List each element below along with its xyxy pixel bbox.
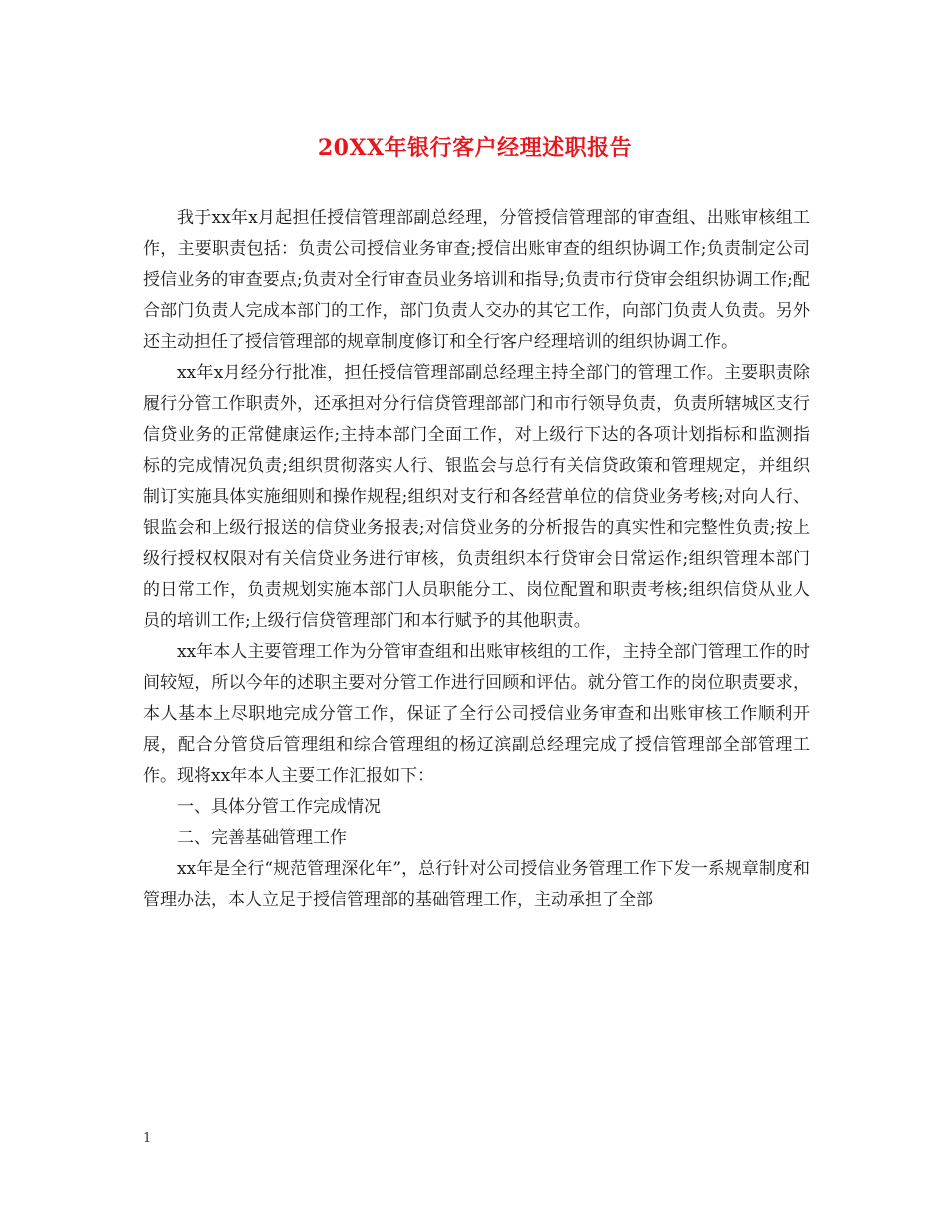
document-title: 20XX年银行客户经理述职报告 <box>317 135 633 161</box>
paragraph-management: xx年是全行“规范管理深化年”，总行针对公司授信业务管理工作下发一系规章制度和管理办法，本人立足于授信管理部的基础管理工作，主动承担了全部 <box>143 859 810 910</box>
page-number: 1 <box>143 1131 152 1146</box>
document-body <box>143 203 810 916</box>
section-heading-1: 一、具体分管工作完成情况 <box>177 797 381 817</box>
paragraph-summary: xx年本人主要管理工作为分管审查组和出账审核组的工作，主持全部门管理工作的时间较短，所以今年的述职主要对分管工作进行回顾和评估。就分管工作的岗位职责要求，本人基本上尽职地完成分管工作，保证了全行公司授信业务审查和出账审核工作顺利开展，配合分管贷后管理组和综合管理组的杨辽滨副总经理完成了授信管理部全部管理工作。现将xx年本人主要工作汇报如下： <box>143 642 810 786</box>
paragraph-responsibilities: 我于xx年x月起担任授信管理部副总经理，分管授信管理部的审查组、出账审核组工作，主要职责包括：负责公司授信业务审查;授信出账审查的组织协调工作;负责制定公司授信业务的审查要点;负责对全行审查员业务培训和指导;负责市行贷审会组织协调工作;配合部门负责人完成本部门的工作，部门负责人交办的其它工作，向部门负责人负责。另外还主动担任了授信管理部的规章制度修订和全行客户经理培训的组织协调工作。 <box>143 208 810 352</box>
section-heading-2: 二、完善基础管理工作 <box>177 828 347 848</box>
paragraph-promotion: xx年x月经分行批准，担任授信管理部副总经理主持全部门的管理工作。主要职责除履行分管工作职责外，还承担对分行信贷管理部部门和市行领导负责，负责所辖城区支行信贷业务的正常健康运作;主持本部门全面工作，对上级行下达的各项计划指标和监测指标的完成情况负责;组织贯彻落实人行、银监会与总行有关信贷政策和管理规定，并组织制订实施具体实施细则和操作规程;组织对支行和各经营单位的信贷业务考核;对向人行、银监会和上级行报送的信贷业务报表;对信贷业务的分析报告的真实性和完整性负责;按上级行授权权限对有关信贷业务进行审核，负责组织本行贷审会日常运作;组织管理本部门的日常工作，负责规划实施本部门人员职能分工、岗位配置和职责考核;组织信贷从业人员的培训工作;上级行信贷管理部门和本行赋予的其他职责。 <box>143 363 810 631</box>
